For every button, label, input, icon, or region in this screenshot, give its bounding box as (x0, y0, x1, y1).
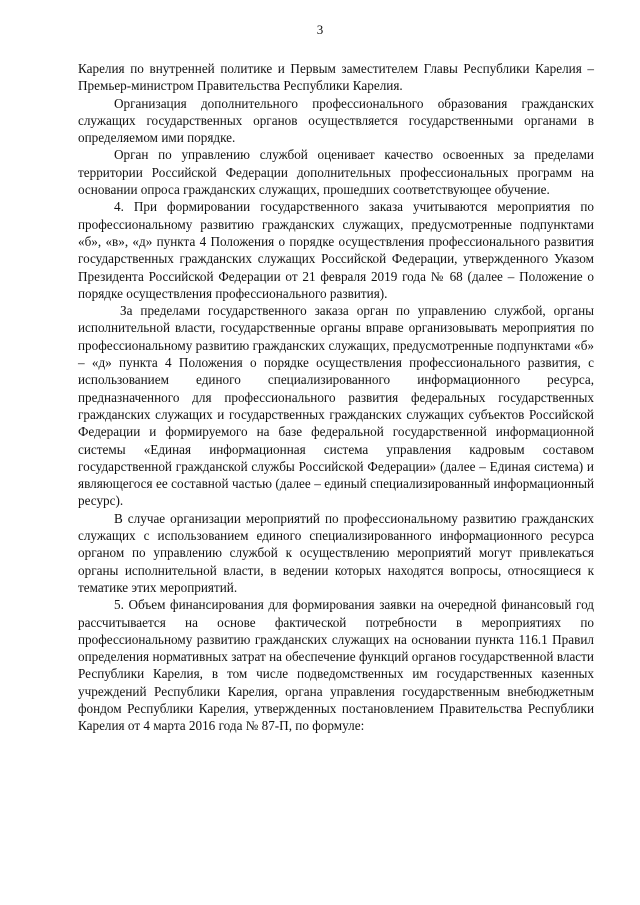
paragraph-event-organization: В случае организации мероприятий по профессиональному развитию гражданских служащих с использованием единого специализированного информационного ресурса органом по управлению службой к осуществлению мероприятий могут привлекаться органы исполнительной власти, в ведении которых находятся вопросы, относящиеся к тематике этих мероприятий. (78, 510, 594, 595)
paragraph-outside-state-order: За пределами государственного заказа орган по управлению службой, органы исполнительной власти, государственные органы вправе организовывать мероприятия по профессиональному развитию гражданских служащих, предусмотренные подпунктами «б» – «д» пункта 4 Положения о порядке осуществления профессионального развития, с использованием единого специализированного информационного ресурса, предназначенного для профессионального развития федеральных государственных гражданских служащих и государственных гражданских служащих субъектов Российской Федерации и формируемого на базе федеральной государственной информационной системы «Единая информационная система управления кадровым составом государственной гражданской службы Российской Федерации» (далее – Единая система) и являющегося ее составной частью (далее – единый специализированный информационный ресурс). (78, 303, 594, 509)
paragraph-clause-4: 4. При формировании государственного заказа учитываются мероприятия по профессиональному развитию гражданских служащих, предусмотренные подпунктами «б», «в», «д» пункта 4 Положения о порядке осуществления профессионального развития государственных гражданских служащих Российской Федерации, утвержденного Указом Президента Российской Федерации от 21 февраля 2019 года № 68 (далее – Положение о порядке осуществления профессионального развития). (78, 199, 594, 301)
paragraph-clause-5: 5. Объем финансирования для формирования заявки на очередной финансовый год рассчитывается на основе фактической потребности в мероприятиях по профессиональному развитию гражданских служащих на основании пункта 116.1 Правил определения нормативных затрат на обеспечение функций органов государственной власти Республики Карелия, в том числе подведомственных им государственных казенных учреждений Республики Карелия, органа управления государственным внебюджетным фондом Республики Карелия, утвержденных постановлением Правительства Республики Карелия от 4 марта 2016 года № 87-П, по формуле: (78, 597, 594, 734)
paragraph-quality-assessment: Орган по управлению службой оценивает качество освоенных за пределами территории Российской Федерации дополнительных профессиональных программ на основании опроса гражданских служащих, прошедших соответствующее обучение. (78, 147, 594, 198)
page-number: 3 (316, 22, 324, 37)
paragraph-education-organization: Организация дополнительного профессионального образования гражданских служащих государственных органов осуществляется государственными органами в определяемом ими порядке. (78, 95, 594, 146)
document-body (78, 60, 594, 735)
paragraph-continuation: Карелия по внутренней политике и Первым заместителем Главы Республики Карелия – Премьер-министром Правительства Республики Карелия. (78, 61, 594, 94)
